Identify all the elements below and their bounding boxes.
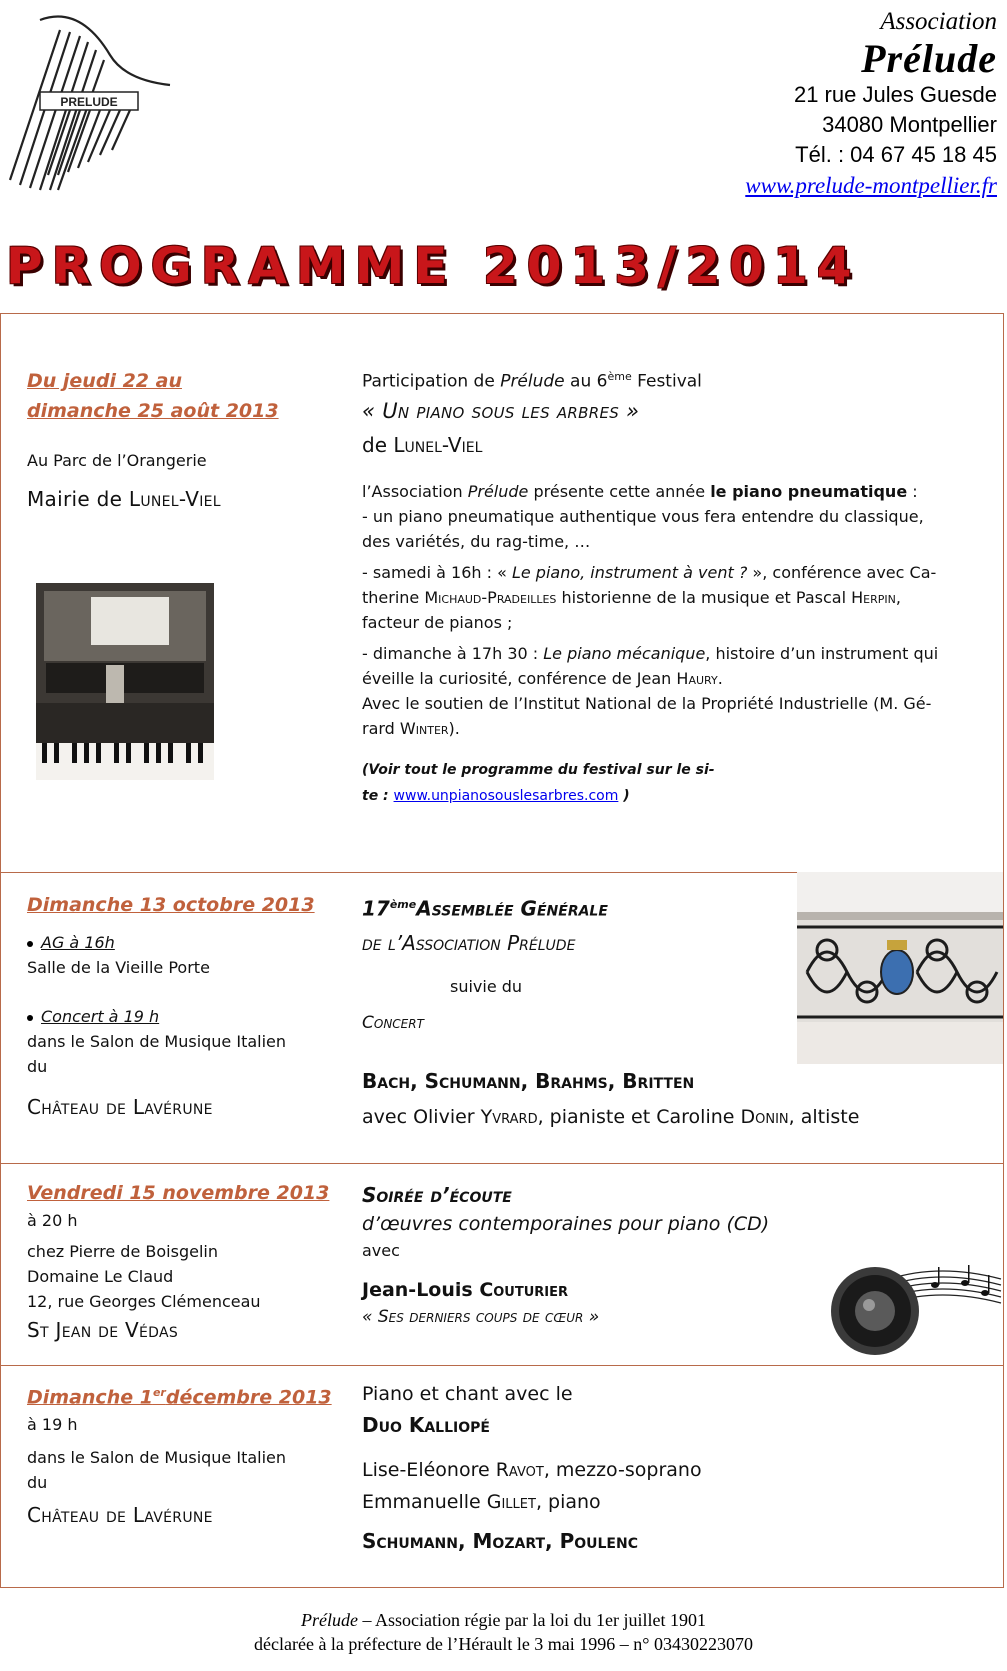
event2-item1: AG à 16h (27, 930, 347, 955)
event3-subtitle: d’œuvres contemporaines pour piano (CD) (362, 1213, 770, 1235)
event4-performer2: Emmanuelle Gillet, piano (362, 1491, 601, 1513)
address-block (745, 6, 997, 202)
event2-item2-place1: dans le Salon de Musique Italien (27, 1032, 287, 1051)
event1-paragraph2: - samedi à 16h : « Le piano, instrument à vent ? », conférence avec Ca- therine Michaud-Pradeilles historienne de la musique et Pascal Herpin, facteur de pianos ; (362, 562, 937, 632)
event1-venue-detail: Au Parc de l’Orangerie (27, 451, 207, 470)
event4-intro: Piano et chant avec le (362, 1383, 573, 1405)
event3-title: Soirée d’écoute (362, 1183, 512, 1207)
event2-right-bottom (362, 1066, 1002, 1128)
event1-place: Mairie de Lunel-Viel (27, 487, 221, 511)
event2-item2: Concert à 19 h (27, 1004, 347, 1029)
event2-composers: Bach, Schumann, Brahms, Britten (362, 1069, 695, 1093)
row-divider (0, 1365, 1004, 1366)
event1-date-line2: dimanche 25 août 2013 (27, 400, 279, 422)
event4-date: Dimanche 1erdécembre 2013 (27, 1386, 332, 1409)
event3-avec: avec (362, 1241, 400, 1260)
phone-number: Tél. : 04 67 45 18 45 (795, 142, 997, 167)
event3-time: à 20 h (27, 1211, 78, 1230)
event1-date-line1: Du jeudi 22 au (27, 370, 182, 392)
event3-right (362, 1180, 822, 1327)
bullet-icon (27, 1015, 33, 1021)
event3-artist: Jean-Louis Couturier (362, 1279, 569, 1301)
pneumatic-piano-photo (36, 583, 214, 780)
footer (0, 1608, 1007, 1656)
event2-title: 17èmeAssemblée Générale (362, 896, 608, 921)
event1-left (27, 366, 347, 511)
association-label: Association (880, 8, 997, 35)
event1-town: de Lunel-Viel (362, 432, 483, 457)
event4-time: à 19 h (27, 1415, 78, 1435)
event1-paragraph3: - dimanche à 17h 30 : Le piano mécanique, histoire d’un instrument qui éveille la curiosité, conférence de Jean Haury. Avec le soutien de l’Institut National de la Propriété Industrielle (M. Gé- rard Winter). (362, 643, 939, 738)
event4-composers: Schumann, Mozart, Poulenc (362, 1529, 638, 1553)
speaker-music-notes-image (825, 1249, 1003, 1361)
prelude-logo (0, 0, 180, 195)
row-divider (0, 1163, 1004, 1164)
event3-left (27, 1178, 347, 1342)
event2-suivie: suivie du (450, 976, 523, 996)
event2-date: Dimanche 13 octobre 2013 (27, 894, 315, 916)
event4-performer1: Lise-Eléonore Ravot, mezzo-soprano (362, 1459, 702, 1481)
festival-website-link[interactable]: www.unpianosouslesarbres.com (393, 787, 619, 804)
event1-intro: Participation de Prélude au 6ème Festival (362, 370, 702, 392)
event2-concert: Concert (362, 1012, 424, 1033)
footer-line2: déclarée à la préfecture de l’Hérault le 3 mai 1996 – n° 03430223070 (254, 1634, 753, 1654)
address-city: 34080 Montpellier (822, 112, 997, 137)
event3-host: chez Pierre de Boisgelin (27, 1242, 218, 1261)
event4-salon2: du (27, 1473, 48, 1493)
website-link[interactable]: www.prelude-montpellier.fr (745, 173, 997, 198)
event2-place: Château de Lavérune (27, 1095, 213, 1119)
logo-text: PRELUDE (60, 95, 118, 109)
balcony-photo (797, 872, 1003, 1064)
bullet-icon (27, 941, 33, 947)
event4-duo: Duo Kalliopé (362, 1413, 490, 1437)
event2-item1-place: Salle de la Vieille Porte (27, 958, 210, 977)
event2-item2-place2: du (27, 1057, 48, 1076)
event3-domaine: Domaine Le Claud (27, 1267, 174, 1286)
event2-right (362, 890, 792, 1033)
event3-place: St Jean de Védas (27, 1318, 179, 1342)
event3-album: « Ses derniers coups de cœur » (362, 1307, 600, 1327)
event1-paragraph1: l’Association Prélude présente cette année le piano pneumatique : - un piano pneumatique authentique vous fera entendre du classique, des variétés, du rag-time, … (362, 481, 924, 551)
programme-title: PROGRAMME 2013/2014 (6, 237, 861, 295)
event4-right (362, 1380, 982, 1556)
event2-title-line2: de l’Association Prélude (362, 930, 576, 955)
event2-performers: avec Olivier Yvrard, pianiste et Caroline Donin, altiste (362, 1106, 860, 1128)
address-street: 21 rue Jules Guesde (793, 82, 997, 107)
event1-right (362, 364, 992, 809)
event4-salon1: dans le Salon de Musique Italien (27, 1448, 287, 1468)
event4-left (27, 1378, 357, 1527)
association-name: Prélude (861, 36, 997, 81)
event2-left (27, 890, 347, 1119)
event3-date: Vendredi 15 novembre 2013 (27, 1182, 330, 1204)
footer-line1: Prélude – Association régie par la loi du 1er juillet 1901 (301, 1610, 706, 1630)
event1-note: (Voir tout le programme du festival sur le si- te : www.unpianosouslesarbres.com ) (362, 761, 715, 804)
event1-festival-name: « Un piano sous les arbres » (362, 398, 640, 423)
event3-street: 12, rue Georges Clémenceau (27, 1292, 261, 1311)
event4-place: Château de Lavérune (27, 1503, 213, 1528)
